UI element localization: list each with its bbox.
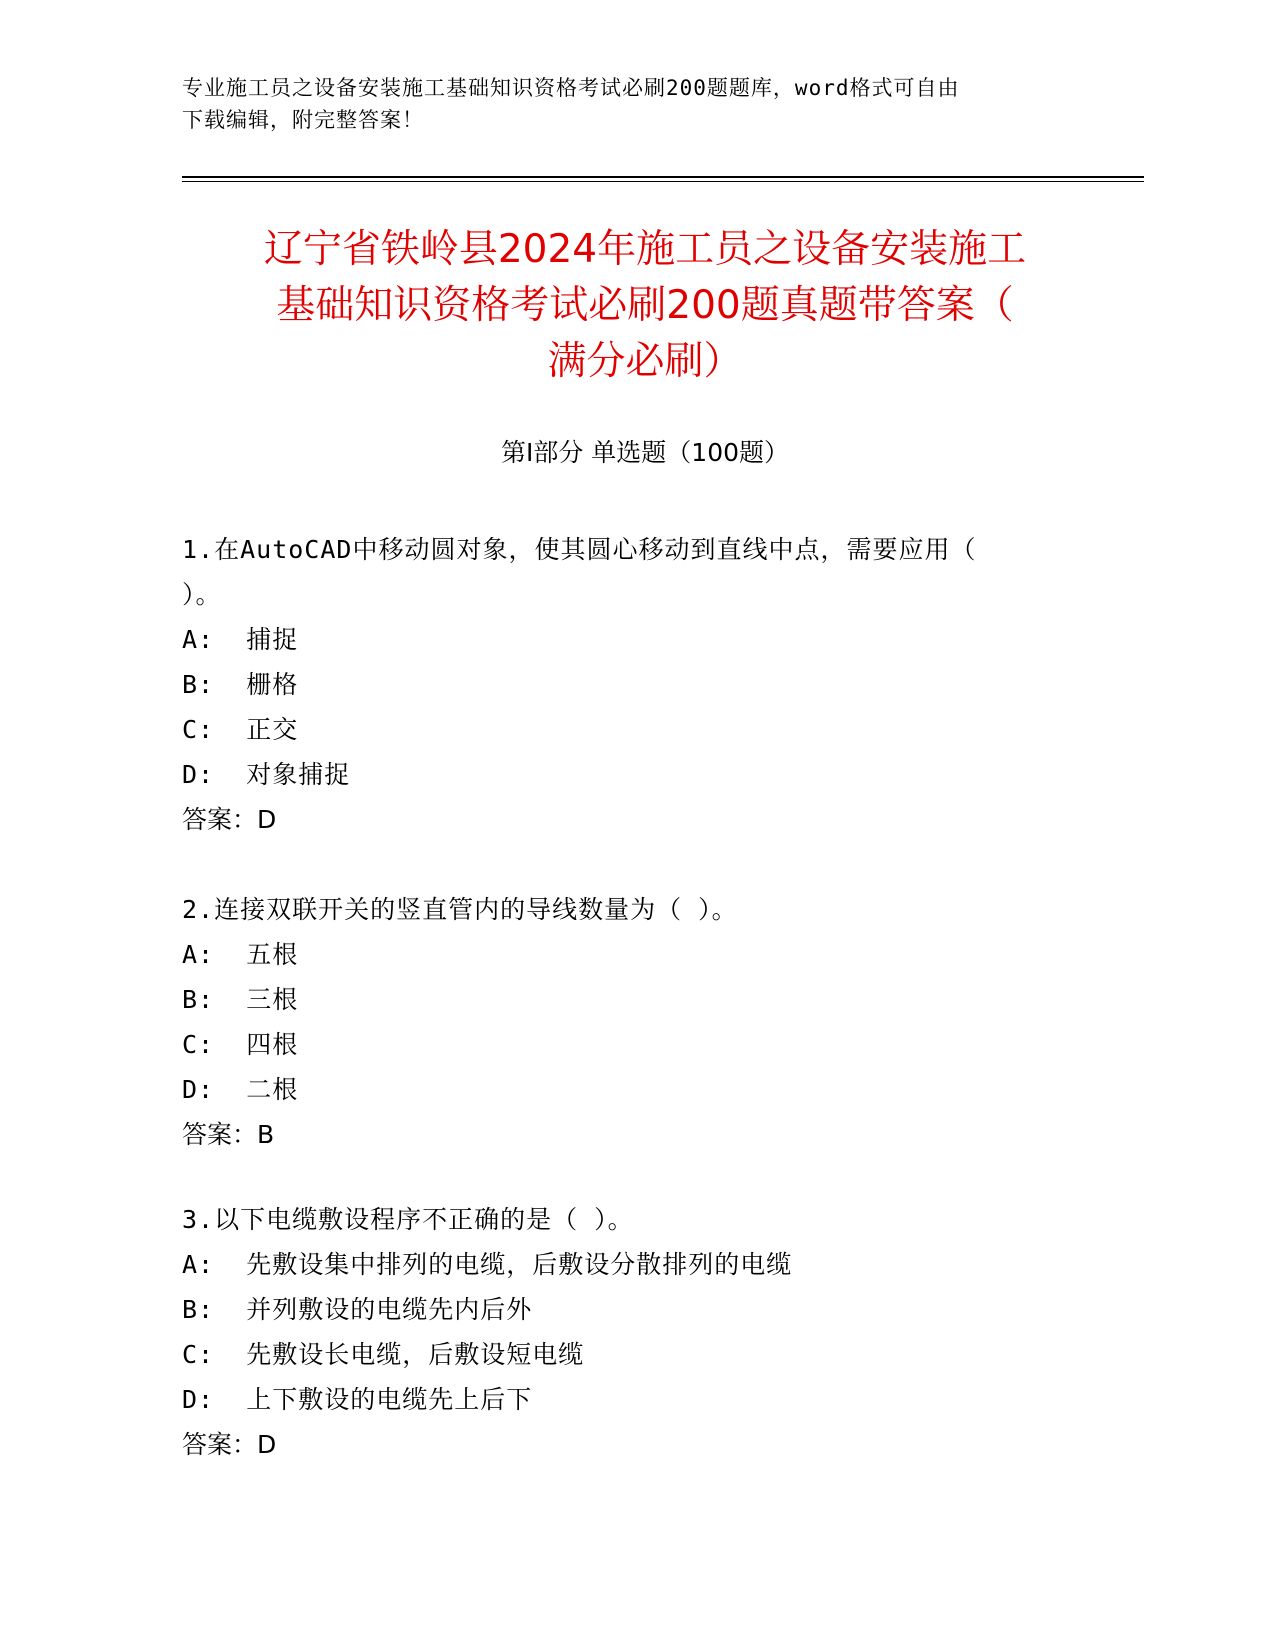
question-stem: 3.以下电缆敷设程序不正确的是（ ）。: [182, 1205, 634, 1234]
question-stem: 2.连接双联开关的竖直管内的导线数量为（ ）。: [182, 895, 738, 924]
option-a: A: 先敷设集中排列的电缆，后敷设分散排列的电缆: [182, 1250, 793, 1279]
option-b: B: 并列敷设的电缆先内后外: [182, 1295, 533, 1324]
section-heading: 第Ⅰ部分 单选题（100题）: [500, 438, 790, 467]
option-d: D: 上下敷设的电缆先上后下: [182, 1385, 533, 1414]
header-divider-thin: [182, 181, 1144, 182]
header-note-line-2: 下载编辑，附完整答案！: [182, 108, 424, 132]
document-title-line-2: 基础知识资格考试必刷200题真题带答案（: [276, 283, 1014, 328]
option-c: C: 正交: [182, 715, 299, 744]
question-stem-line-1: 1.在AutoCAD中移动圆对象，使其圆心移动到直线中点，需要应用（: [182, 535, 977, 564]
header-divider-thick: [182, 176, 1144, 178]
question-stem-line-2: ）。: [182, 580, 222, 609]
answer: 答案：B: [182, 1120, 275, 1149]
document-title-line-3: 满分必刷）: [547, 339, 743, 384]
question-3: [182, 1197, 1082, 1467]
option-c: C: 四根: [182, 1030, 299, 1059]
question-1: [182, 527, 1082, 842]
option-c: C: 先敷设长电缆，后敷设短电缆: [182, 1340, 585, 1369]
option-b: B: 三根: [182, 985, 299, 1014]
answer: 答案：D: [182, 1430, 277, 1459]
option-b: B: 栅格: [182, 670, 299, 699]
document-title-line-1: 辽宁省铁岭县2024年施工员之设备安装施工: [263, 227, 1027, 272]
document-title: [150, 222, 1140, 390]
option-a: A: 捕捉: [182, 625, 299, 654]
question-2: [182, 887, 1082, 1157]
option-d: D: 二根: [182, 1075, 299, 1104]
option-d: D: 对象捕捉: [182, 760, 351, 789]
header-note-line-1: 专业施工员之设备安装施工基础知识资格考试必刷200题题库，word格式可自由: [182, 76, 960, 100]
question-stem: [182, 527, 1082, 617]
answer: 答案：D: [182, 805, 277, 834]
option-a: A: 五根: [182, 940, 299, 969]
header-note: [182, 72, 1062, 136]
